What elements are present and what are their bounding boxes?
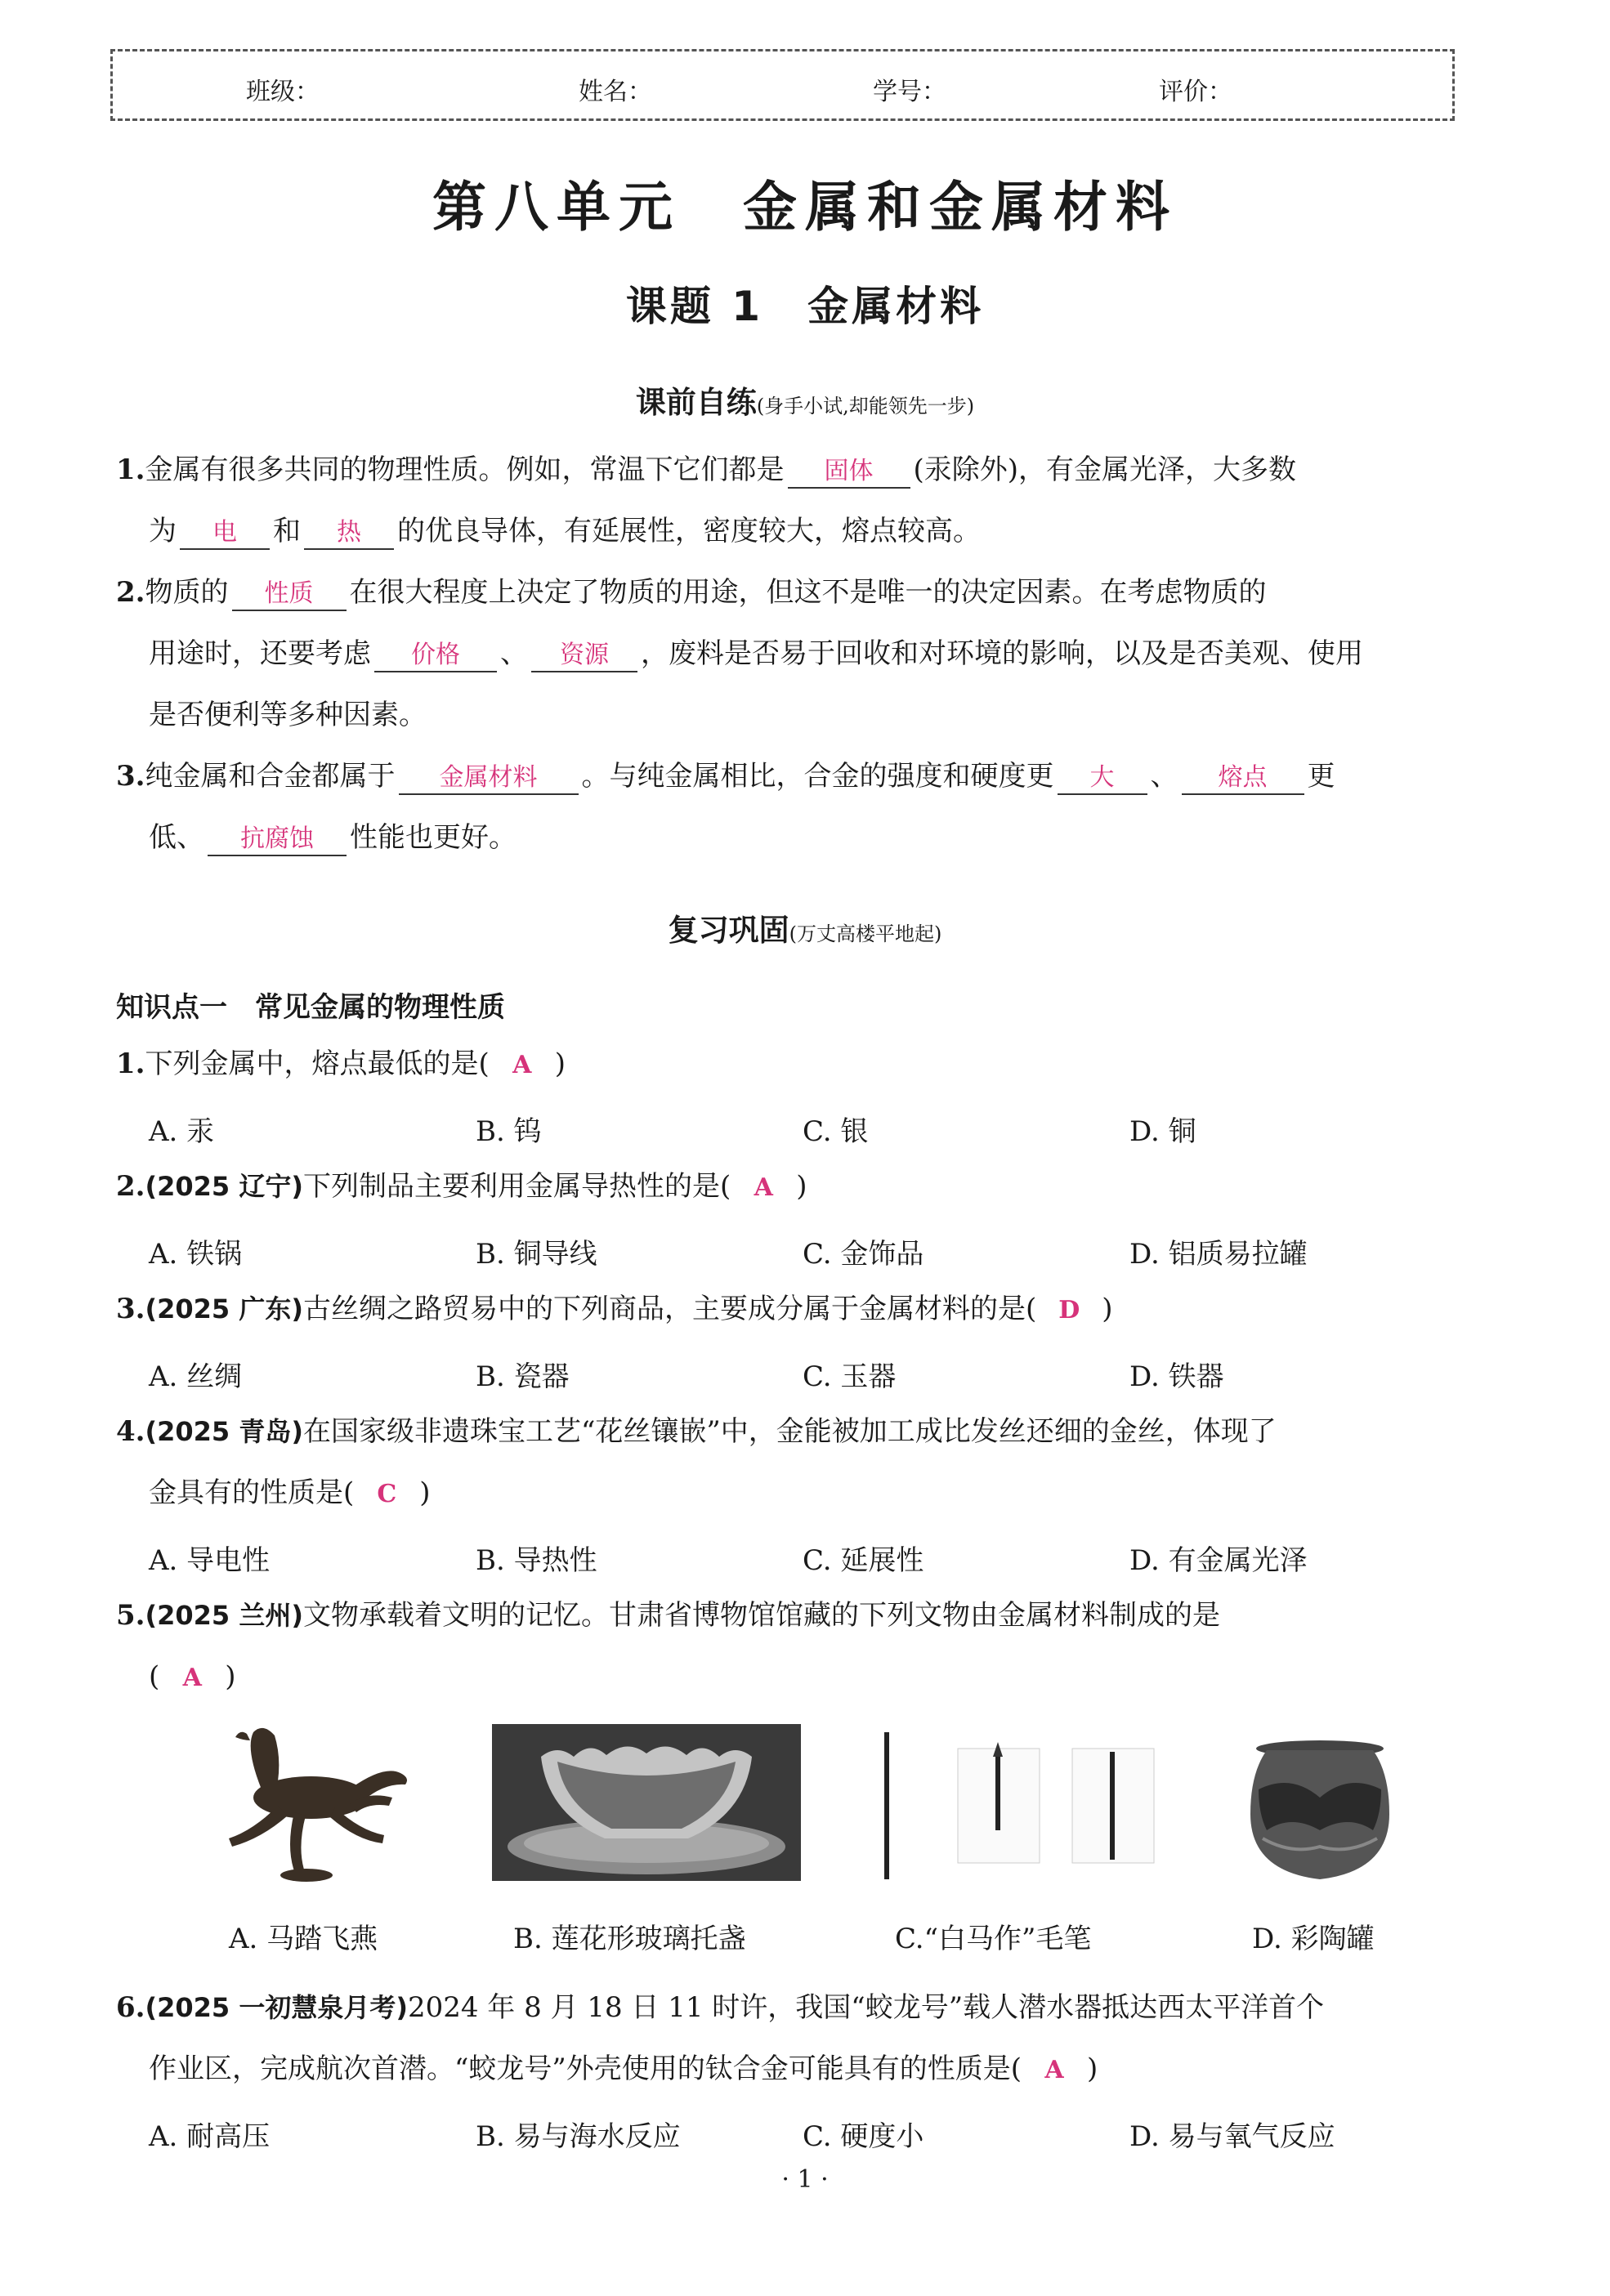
question-text: ): [796, 1170, 807, 1203]
question-text: (汞除外)，有金属光泽，大多数: [913, 453, 1297, 486]
question-text: 金具有的性质是(: [149, 1476, 355, 1509]
question-text: 用途时，还要考虑: [149, 637, 371, 670]
question-text: 和: [273, 515, 301, 547]
question-text: 性能也更好。: [350, 821, 517, 854]
question-text: 下列金属中，熔点最低的是(: [145, 1047, 490, 1080]
page-number: · 1 ·: [781, 2165, 829, 2194]
lesson-title: 课题 1 金属材料: [625, 283, 985, 330]
pre-question-3-line-1: [116, 760, 1335, 795]
pre-question-2-line-1: [116, 576, 1267, 611]
option-c: C. 延展性: [803, 1544, 924, 1577]
option-c: C. 硬度小: [803, 2120, 924, 2153]
option-a: A. 铁锅: [149, 1238, 243, 1271]
question-text: ): [554, 1047, 566, 1080]
question-text: 在国家级非遗珠宝工艺“花丝镶嵌”中，金能被加工成比发丝还细的金丝，体现了: [302, 1415, 1277, 1448]
painted-pottery-jar-image: [1218, 1732, 1422, 1896]
question-text: 低、: [149, 821, 204, 854]
option-b: B. 易与海水反应: [476, 2120, 681, 2153]
question-3-stem: [116, 1293, 1113, 1327]
option-d: D. 易与氧气反应: [1129, 2120, 1335, 2153]
option-b: B. 钨: [476, 1115, 542, 1148]
option-d: D. 铜: [1129, 1115, 1196, 1148]
question-number: 3.: [116, 1293, 145, 1325]
name-label: 姓名：: [579, 78, 652, 106]
question-number: 4.: [116, 1415, 145, 1448]
pre-practice-title: 课前自练: [635, 384, 757, 420]
answer-blank: 大: [1058, 762, 1147, 795]
pre-practice-heading: [0, 377, 1610, 422]
question-text: ): [1102, 1293, 1113, 1325]
answer-mark: D: [1058, 1296, 1080, 1324]
answer-mark: C: [377, 1480, 397, 1508]
caption-a: A. 马踏飞燕: [229, 1923, 378, 1955]
review-subtitle: (万丈高楼平地起): [789, 922, 942, 945]
answer-blank: 资源: [531, 640, 637, 672]
question-4-stem-line-1: [116, 1415, 1277, 1448]
unit-title: 第八单元 金属和金属材料: [432, 175, 1178, 239]
option-a: A. 丝绸: [149, 1360, 243, 1393]
question-text: ): [225, 1660, 236, 1693]
brush-pen-image: [868, 1724, 1211, 1887]
question-number: 3.: [116, 760, 145, 793]
student-id-label: 学号：: [873, 78, 946, 106]
question-text: 纯金属和合金都属于: [145, 760, 396, 793]
option-b: B. 导热性: [476, 1544, 597, 1577]
question-text: 的优良导体，有延展性，密度较大，熔点较高。: [397, 515, 981, 547]
answer-blank: 抗腐蚀: [208, 824, 347, 856]
question-text: ，废料是否易于回收和对环境的影响，以及是否美观、使用: [641, 637, 1363, 670]
question-number: 1.: [116, 1047, 145, 1080]
caption-c: C.“白马作”毛笔: [895, 1923, 1092, 1955]
question-text: 物质的: [145, 576, 229, 609]
answer-blank: 固体: [788, 456, 910, 489]
answer-blank: 熔点: [1182, 762, 1304, 795]
question-text: 是否便利等多种因素。: [149, 699, 427, 731]
option-a: A. 耐高压: [149, 2120, 271, 2153]
question-text: 古丝绸之路贸易中的下列商品，主要成分属于金属材料的是(: [302, 1293, 1037, 1325]
answer-blank: 热: [304, 517, 394, 550]
option-a: A. 汞: [149, 1115, 215, 1148]
caption-b: B. 莲花形玻璃托盏: [513, 1923, 746, 1955]
option-d: D. 有金属光泽: [1129, 1544, 1308, 1577]
question-text: 。与纯金属相比，合金的强度和硬度更: [581, 760, 1054, 793]
student-info-box: [110, 49, 1455, 121]
question-text: 下列制品主要利用金属导热性的是(: [302, 1170, 731, 1203]
review-title: 复习巩固: [668, 912, 789, 948]
question-text: (: [149, 1660, 160, 1693]
question-number: 2.: [116, 576, 145, 609]
answer-mark: A: [512, 1051, 532, 1079]
question-source: (2025 辽宁): [145, 1171, 303, 1202]
question-number: 2.: [116, 1170, 145, 1203]
evaluation-label: 评价：: [1159, 78, 1232, 106]
question-1-stem: [116, 1047, 566, 1082]
answer-mark: A: [182, 1664, 202, 1692]
question-text: 作业区，完成航次首潜。“蛟龙号”外壳使用的钛合金可能具有的性质是(: [149, 2053, 1022, 2085]
question-number: 1.: [116, 453, 145, 486]
option-a: A. 导电性: [149, 1544, 271, 1577]
pre-question-2-line-3: [149, 699, 427, 731]
option-d: D. 铝质易拉罐: [1129, 1238, 1308, 1271]
question-source: (2025 兰州): [145, 1600, 303, 1631]
question-text: 、: [500, 637, 528, 670]
answer-blank: 性质: [232, 578, 347, 611]
question-4-stem-line-2: [149, 1476, 431, 1511]
question-6-stem-line-1: [116, 1991, 1324, 2024]
option-c: C. 金饰品: [803, 1238, 924, 1271]
question-2-stem: [116, 1170, 807, 1204]
pre-question-3-line-2: [149, 821, 517, 856]
question-text: ): [419, 1476, 431, 1509]
question-6-stem-line-2: [149, 2053, 1098, 2087]
review-heading: [0, 905, 1610, 949]
question-text: 更: [1307, 760, 1335, 793]
pre-question-2-line-2: [149, 637, 1363, 672]
option-b: B. 瓷器: [476, 1360, 570, 1393]
pre-question-1-line-1: [116, 453, 1296, 489]
lotus-glass-cup-image: [492, 1724, 801, 1881]
answer-mark: A: [754, 1173, 773, 1202]
question-text: 、: [1150, 760, 1178, 793]
pre-question-1-line-2: [149, 515, 981, 550]
option-d: D. 铁器: [1129, 1360, 1224, 1393]
question-text: 2024 年 8 月 18 日 11 时许，我国“蛟龙号”载人潜水器抵达西太平洋首个: [407, 1991, 1325, 2024]
answer-blank: 金属材料: [399, 762, 579, 795]
question-text: 为: [149, 515, 177, 547]
option-c: C. 玉器: [803, 1360, 897, 1393]
question-source: (2025 广东): [145, 1293, 303, 1324]
answer-blank: 电: [180, 517, 270, 550]
knowledge-point-heading: 知识点一 常见金属的物理性质: [116, 991, 505, 1024]
question-text: 金属有很多共同的物理性质。例如，常温下它们都是: [145, 453, 785, 486]
caption-d: D. 彩陶罐: [1252, 1923, 1375, 1955]
answer-mark: A: [1044, 2056, 1064, 2084]
question-text: ): [1087, 2053, 1098, 2085]
question-text: 文物承载着文明的记忆。甘肃省博物馆馆藏的下列文物由金属材料制成的是: [302, 1599, 1220, 1632]
option-c: C. 银: [803, 1115, 869, 1148]
question-number: 5.: [116, 1599, 145, 1632]
question-5-stem-line-2: [149, 1660, 236, 1695]
question-number: 6.: [116, 1991, 145, 2024]
question-source: (2025 一初慧泉月考): [145, 1992, 408, 2023]
class-label: 班级：: [246, 78, 320, 106]
question-5-stem-line-1: [116, 1599, 1220, 1632]
answer-blank: 价格: [374, 640, 497, 672]
option-b: B. 铜导线: [476, 1238, 597, 1271]
bronze-galloping-horse-image: [196, 1716, 425, 1887]
question-source: (2025 青岛): [145, 1416, 303, 1447]
pre-practice-subtitle: (身手小试,却能领先一步): [756, 395, 975, 418]
question-text: 在很大程度上决定了物质的用途，但这不是唯一的决定因素。在考虑物质的: [349, 576, 1267, 609]
